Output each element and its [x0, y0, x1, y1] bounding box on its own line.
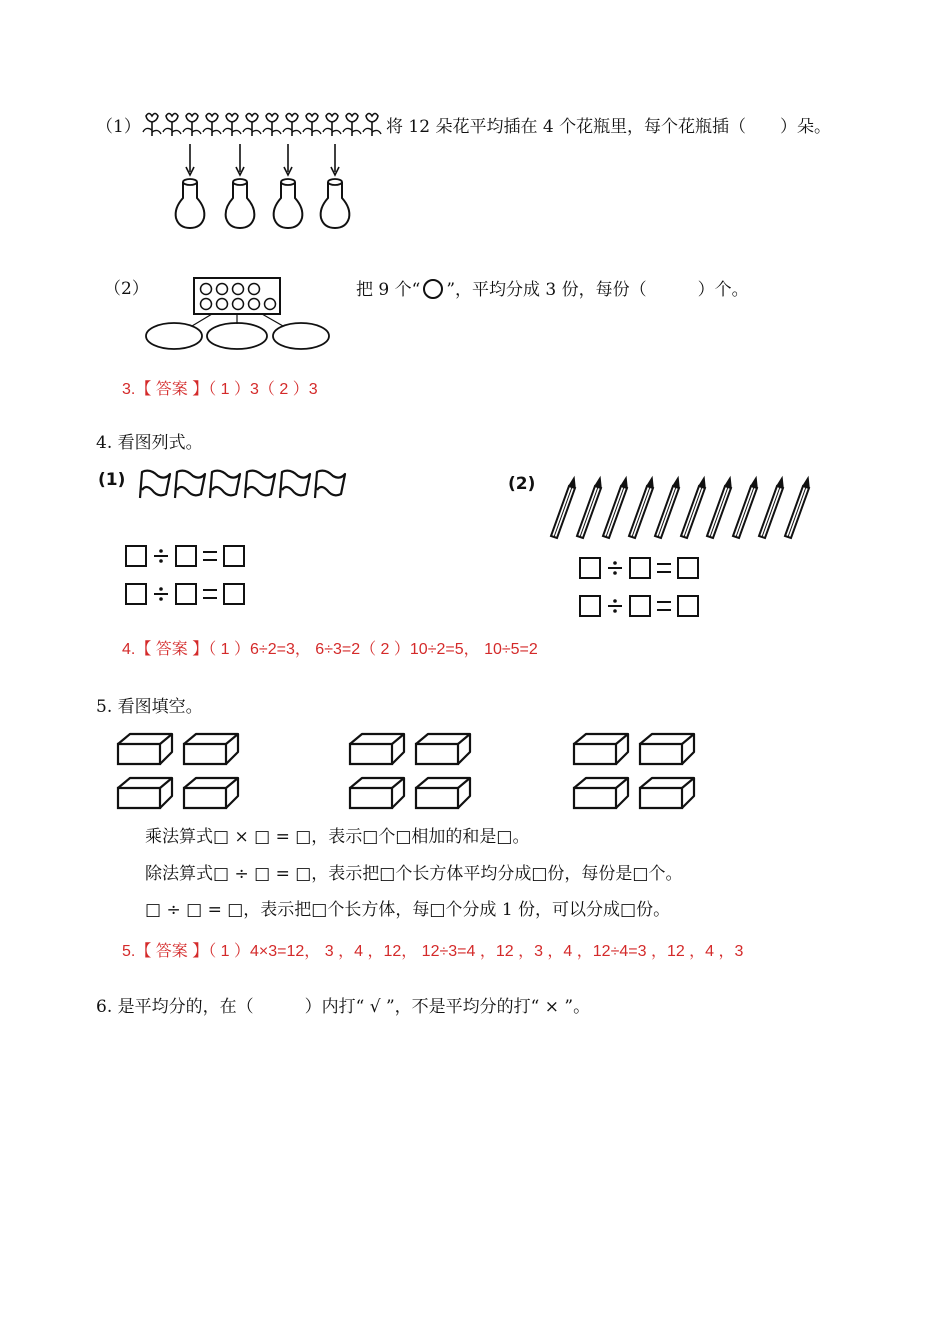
- q4-fig2-label: (2): [508, 474, 536, 494]
- vase-icon: [321, 182, 350, 228]
- q5-line3: □ ÷ □ = □，表示把□个长方体，每□个分成 1 份，可以分成□份。: [145, 900, 671, 920]
- flowers-figure: [138, 110, 388, 235]
- pencil-icon: [551, 478, 575, 538]
- cuboid-icon: [640, 778, 694, 808]
- division-equation: [580, 558, 698, 578]
- q4-fig2-equations: [578, 554, 708, 620]
- pencils-figure: [545, 478, 815, 540]
- flower-icon: [243, 114, 261, 137]
- pencil-icon: [577, 478, 601, 538]
- pencil-icon: [785, 478, 809, 538]
- blank-box: [126, 546, 146, 566]
- q3-answer: 3.【 答案 】（ 1 ）3（ 2 ）3: [122, 381, 318, 398]
- flag-icon: [315, 471, 345, 498]
- q4-fig1-equations: [124, 542, 254, 612]
- q5-title: 5. 看图填空。: [96, 697, 203, 717]
- pencil-icon: [603, 478, 627, 538]
- vase-icon: [226, 182, 255, 228]
- flower-icon: [343, 114, 361, 137]
- q4-fig1-label: (1): [98, 470, 126, 490]
- cuboid-icon: [350, 778, 404, 808]
- cuboid-icon: [416, 734, 470, 764]
- blank-box: [126, 584, 146, 604]
- blank-box: [176, 584, 196, 604]
- division-equation: [580, 596, 698, 616]
- flower-icon: [143, 114, 161, 137]
- flag-icon: [140, 471, 170, 498]
- q3-part2-text-a: 把 9 个“: [356, 280, 421, 300]
- cuboid-icon: [184, 734, 238, 764]
- cuboid-icon: [118, 778, 172, 808]
- cuboid-icon: [574, 734, 628, 764]
- q5-line2: 除法算式□ ÷ □ = □，表示把□个长方体平均分成□份，每份是□个。: [145, 864, 683, 884]
- q4-title: 4. 看图列式。: [96, 433, 203, 453]
- q3-part1-label: （1）: [96, 117, 141, 137]
- vase-icon: [274, 182, 303, 228]
- q6-title: 6. 是平均分的，在（ ）内打“ √ ”，不是平均分的打“ × ”。: [96, 997, 591, 1017]
- cuboid-icon: [184, 778, 238, 808]
- flower-icon: [203, 114, 221, 137]
- blank-box: [678, 558, 698, 578]
- flower-icon: [223, 114, 241, 137]
- flag-icon: [280, 471, 310, 498]
- pencil-icon: [681, 478, 705, 538]
- blank-box: [176, 546, 196, 566]
- circle-symbol-icon: [423, 279, 443, 299]
- blank-box: [630, 596, 650, 616]
- flower-icon: [263, 114, 281, 137]
- cuboid-icon: [574, 778, 628, 808]
- q3-part2-question: [356, 279, 749, 301]
- cuboid-icon: [350, 734, 404, 764]
- vase-icon: [176, 182, 205, 228]
- blank-box: [580, 558, 600, 578]
- flower-icon: [303, 114, 321, 137]
- pencil-icon: [655, 478, 679, 538]
- pencil-icon: [707, 478, 731, 538]
- flower-icon: [183, 114, 201, 137]
- pencil-icon: [759, 478, 783, 538]
- blank-box: [630, 558, 650, 578]
- q3-part1-question: 将 12 朵花平均插在 4 个花瓶里，每个花瓶插（ ）朵。: [386, 117, 832, 137]
- q5-line1: 乘法算式□ × □ = □，表示□个□相加的和是□。: [145, 827, 530, 847]
- cuboid-icon: [118, 734, 172, 764]
- division-equation: [126, 546, 244, 566]
- division-equation: [126, 584, 244, 604]
- blank-box: [678, 596, 698, 616]
- flower-icon: [283, 114, 301, 137]
- q3-part2-text-b: ”，平均分成 3 份，每份（ ）个。: [446, 280, 749, 300]
- flower-icon: [323, 114, 341, 137]
- flags-figure: [136, 468, 351, 503]
- cuboid-icon: [640, 734, 694, 764]
- q4-answer: 4.【 答案 】（ 1 ）6÷2=3， 6÷3=2（ 2 ）10÷2=5， 10÷5=2: [122, 641, 538, 658]
- flower-icon: [163, 114, 181, 137]
- q3-part2-label: （2）: [104, 279, 149, 299]
- pencil-icon: [629, 478, 653, 538]
- q5-answer: 5.【 答案 】（ 1 ）4×3=12， 3 ，4 ，12， 12÷3=4 ，12 ，3 ，4 ，12÷4=3 ，12 ，4 ，3: [122, 943, 744, 960]
- pencil-icon: [733, 478, 757, 538]
- flag-icon: [175, 471, 205, 498]
- flag-icon: [245, 471, 275, 498]
- blank-box: [580, 596, 600, 616]
- flag-icon: [210, 471, 240, 498]
- cuboids-figure: [110, 726, 710, 818]
- cuboid-icon: [416, 778, 470, 808]
- circles-split-figure: [140, 276, 340, 356]
- blank-box: [224, 584, 244, 604]
- blank-box: [224, 546, 244, 566]
- flower-icon: [363, 114, 381, 137]
